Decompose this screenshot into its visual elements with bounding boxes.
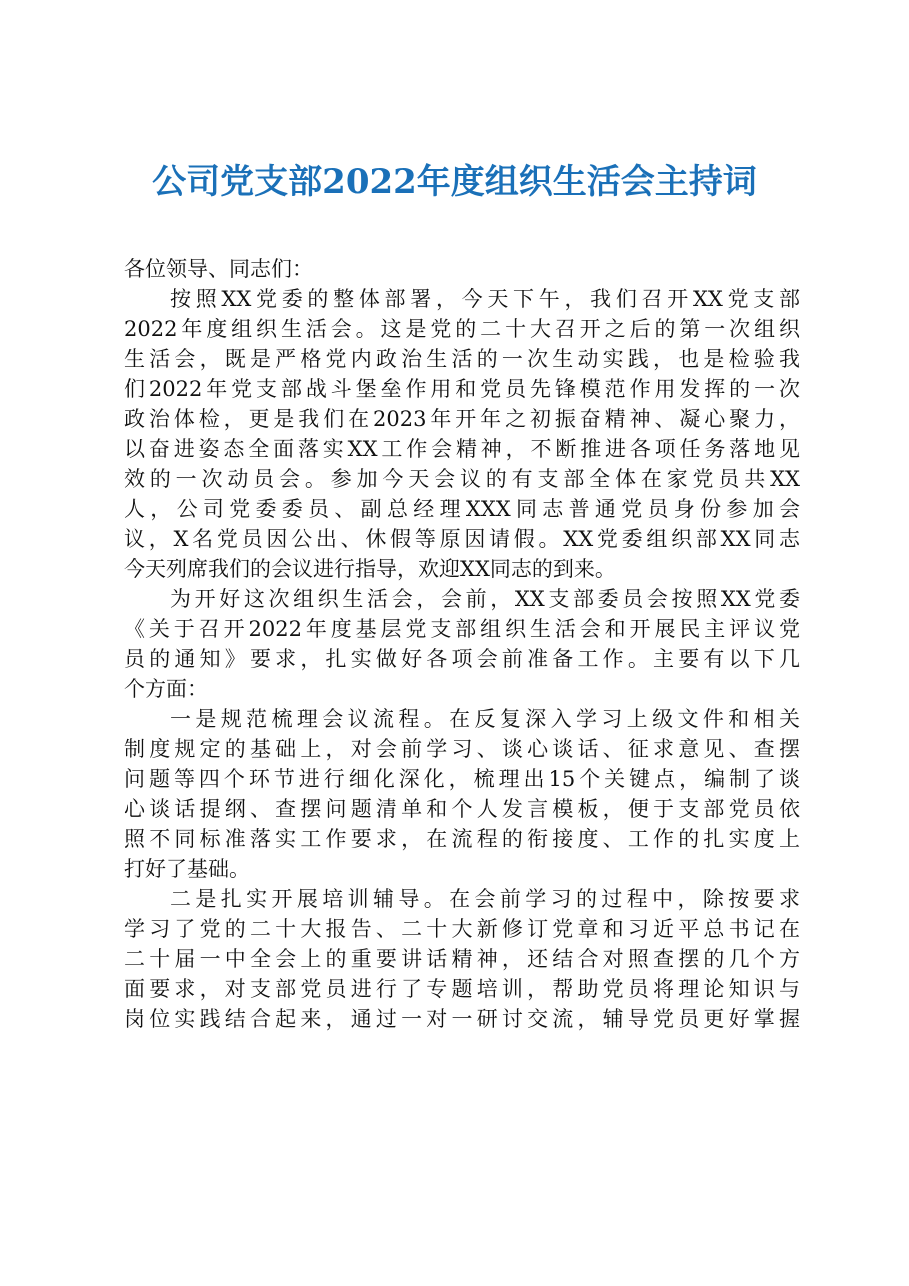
- paragraph-3: [124, 704, 800, 884]
- paragraph-2: [124, 584, 800, 704]
- paragraph-line: 按照XX党委的整体部署，今天下午，我们召开XX党支部: [170, 287, 800, 311]
- paragraph-line: 二是扎实开展培训辅导。在会前学习的过程中，除按要求: [170, 887, 800, 911]
- paragraph-line: 员的通知》要求，扎实做好各项会前准备工作。主要有以下几: [124, 647, 800, 671]
- paragraph-4: [124, 884, 800, 1034]
- greeting: 各位领导、同志们：: [124, 257, 313, 281]
- document-body: [124, 254, 800, 1034]
- paragraph-line: 制度规定的基础上，对会前学习、谈心谈话、征求意见、查摆: [124, 737, 800, 761]
- paragraph-line: 人，公司党委委员、副总经理XXX同志普通党员身份参加会: [124, 497, 800, 521]
- paragraph-line: 为开好这次组织生活会，会前，XX支部委员会按照XX党委: [170, 587, 800, 611]
- paragraph-1: [124, 284, 800, 584]
- paragraph-line: 个方面：: [124, 677, 208, 701]
- paragraph-line: 面要求，对支部党员进行了专题培训，帮助党员将理论知识与: [124, 977, 800, 1001]
- paragraph-line: 二十届一中全会上的重要讲话精神，还结合对照查摆的几个方: [124, 947, 800, 971]
- paragraph-line: 议，X名党员因公出、休假等原因请假。XX党委组织部XX同志: [124, 527, 800, 551]
- paragraph-line: 一是规范梳理会议流程。在反复深入学习上级文件和相关: [170, 707, 800, 731]
- paragraph-line: 问题等四个环节进行细化深化，梳理出15个关键点，编制了谈: [124, 767, 800, 791]
- paragraph-line: 打好了基础。: [124, 857, 250, 881]
- paragraph-line: 学习了党的二十大报告、二十大新修订党章和习近平总书记在: [124, 917, 800, 941]
- paragraph-line: 今天列席我们的会议进行指导，欢迎XX同志的到来。: [124, 557, 616, 581]
- paragraph-line: 生活会，既是严格党内政治生活的一次生动实践，也是检验我: [124, 347, 800, 371]
- paragraph-line: 以奋进姿态全面落实XX工作会精神，不断推进各项任务落地见: [124, 437, 800, 461]
- paragraph-line: 政治体检，更是我们在2023年开年之初振奋精神、凝心聚力，: [124, 407, 800, 431]
- paragraph-line: 照不同标准落实工作要求，在流程的衔接度、工作的扎实度上: [124, 827, 800, 851]
- paragraph-line: 心谈话提纲、查摆问题清单和个人发言模板，便于支部党员依: [124, 797, 800, 821]
- paragraph-line: 们2022年党支部战斗堡垒作用和党员先锋模范作用发挥的一次: [124, 377, 800, 401]
- paragraph-line: 效的一次动员会。参加今天会议的有支部全体在家党员共XX: [124, 467, 800, 491]
- paragraph-line: 2022年度组织生活会。这是党的二十大召开之后的第一次组织: [124, 317, 800, 341]
- paragraph-line: 《关于召开2022年度基层党支部组织生活会和开展民主评议党: [124, 617, 800, 641]
- document-title: 公司党支部2022年度组织生活会主持词: [152, 162, 757, 202]
- paragraph-line: 岗位实践结合起来，通过一对一研讨交流，辅导党员更好掌握: [124, 1007, 800, 1031]
